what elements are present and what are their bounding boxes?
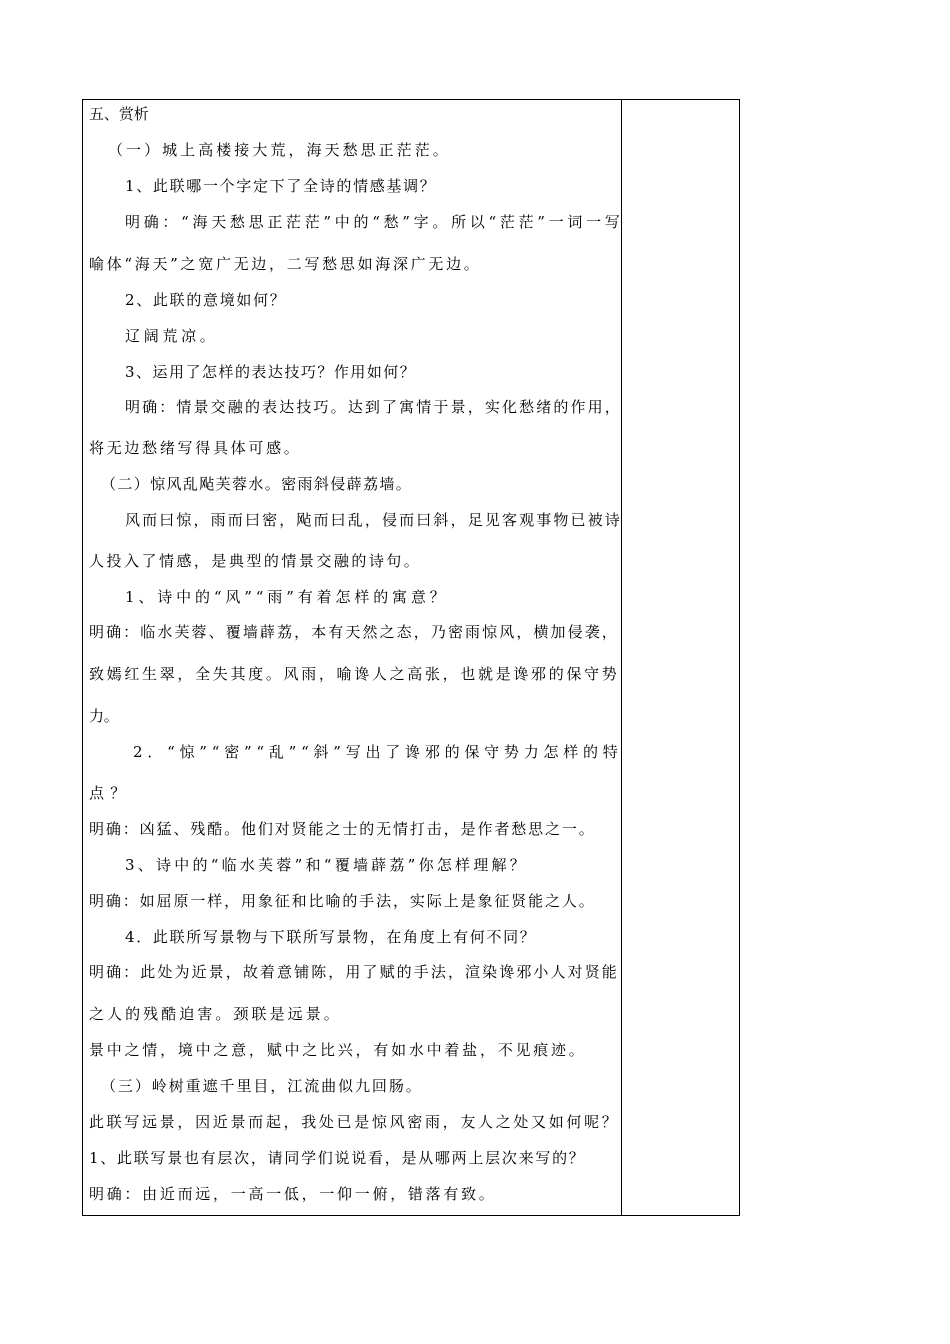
answer-2-1-line-1: 明确：临水芙蓉、覆墙薜荔，本有天然之态，乃密雨惊风，横加侵袭， <box>89 623 619 641</box>
lesson-table <box>82 99 740 1216</box>
answer-2-2: 明确：凶猛、残酷。他们对贤能之士的无情打击，是作者愁思之一。 <box>89 820 596 838</box>
question-1-3: 3、运用了怎样的表达技巧？作用如何？ <box>125 363 417 381</box>
question-2-4: 4．此联所写景物与下联所写景物，在角度上有何不同？ <box>125 928 537 946</box>
question-3-1: 1、此联写景也有层次，请同学们说说看，是从哪两上层次来写的？ <box>89 1149 586 1167</box>
answer-1-1-line-2: 喻体“海天”之宽广无边，二写愁思如海深广无边。 <box>89 255 482 273</box>
answer-1-2: 辽阔荒凉。 <box>125 327 219 345</box>
couplet-2-note-line-1: 风而曰惊，雨而曰密，飐而曰乱，侵而曰斜，足见客观事物已被诗 <box>125 511 622 529</box>
question-1-2: 2、此联的意境如何？ <box>125 291 287 309</box>
couplet-3-title: （三）岭树重遮千里目，江流曲似九回肠。 <box>101 1077 423 1095</box>
answer-2-4-line-2: 之人的残酷迫害。颈联是远景。 <box>89 1005 342 1023</box>
question-2-3: 3、诗中的“临水芙蓉”和“覆墙薜荔”你怎样理解？ <box>125 856 529 874</box>
couplet-2-title: （二）惊风乱飐芙蓉水。密雨斜侵薜荔墙。 <box>101 475 413 493</box>
column-divider <box>621 100 622 1215</box>
couplet-2-note-line-2: 人投入了情感，是典型的情景交融的诗句。 <box>89 552 422 570</box>
answer-2-1-line-2: 致嫣红生翠，全失其度。风雨，喻谗人之高张，也就是谗邪的保守势 <box>89 665 620 683</box>
answer-2-4-line-1: 明确：此处为近景，故着意铺陈，用了赋的手法，渲染谗邪小人对贤能 <box>89 963 619 981</box>
answer-2-1-line-3: 力。 <box>89 707 119 725</box>
answer-3-1: 明确：由近而远，一高一低，一仰一俯，错落有致。 <box>89 1185 497 1203</box>
answer-2-3: 明确：如屈原一样，用象征和比喻的手法，实际上是象征贤能之人。 <box>89 892 596 910</box>
answer-1-1-line-1: 明确：“海天愁思正茫茫”中的“愁”字。所以“茫茫”一词一写 <box>125 213 624 231</box>
question-1-1: 1、此联哪一个字定下了全诗的情感基调？ <box>125 177 437 195</box>
couplet-2-summary: 景中之情，境中之意，赋中之比兴，有如水中着盐，不见痕迹。 <box>89 1041 587 1059</box>
question-2-1: 1、诗中的“风”“雨”有着怎样的寓意？ <box>125 588 449 606</box>
section-heading: 五、赏析 <box>89 105 149 123</box>
question-2-2-line-2: 点？ <box>89 784 132 802</box>
couplet-1-title: （一）城上高楼接大荒，海天愁思正茫茫。 <box>108 141 451 159</box>
answer-1-3-line-2: 将无边愁绪写得具体可感。 <box>89 439 302 457</box>
answer-1-3-line-1: 明确：情景交融的表达技巧。达到了寓情于景，实化愁绪的作用， <box>125 398 622 416</box>
question-2-2-line-1: 2．“惊”“密”“乱”“斜”写出了谗邪的保守势力怎样的特 <box>133 743 623 761</box>
couplet-3-note: 此联写远景，因近景而起，我处已是惊风密雨，友人之处又如何呢？ <box>89 1113 620 1131</box>
